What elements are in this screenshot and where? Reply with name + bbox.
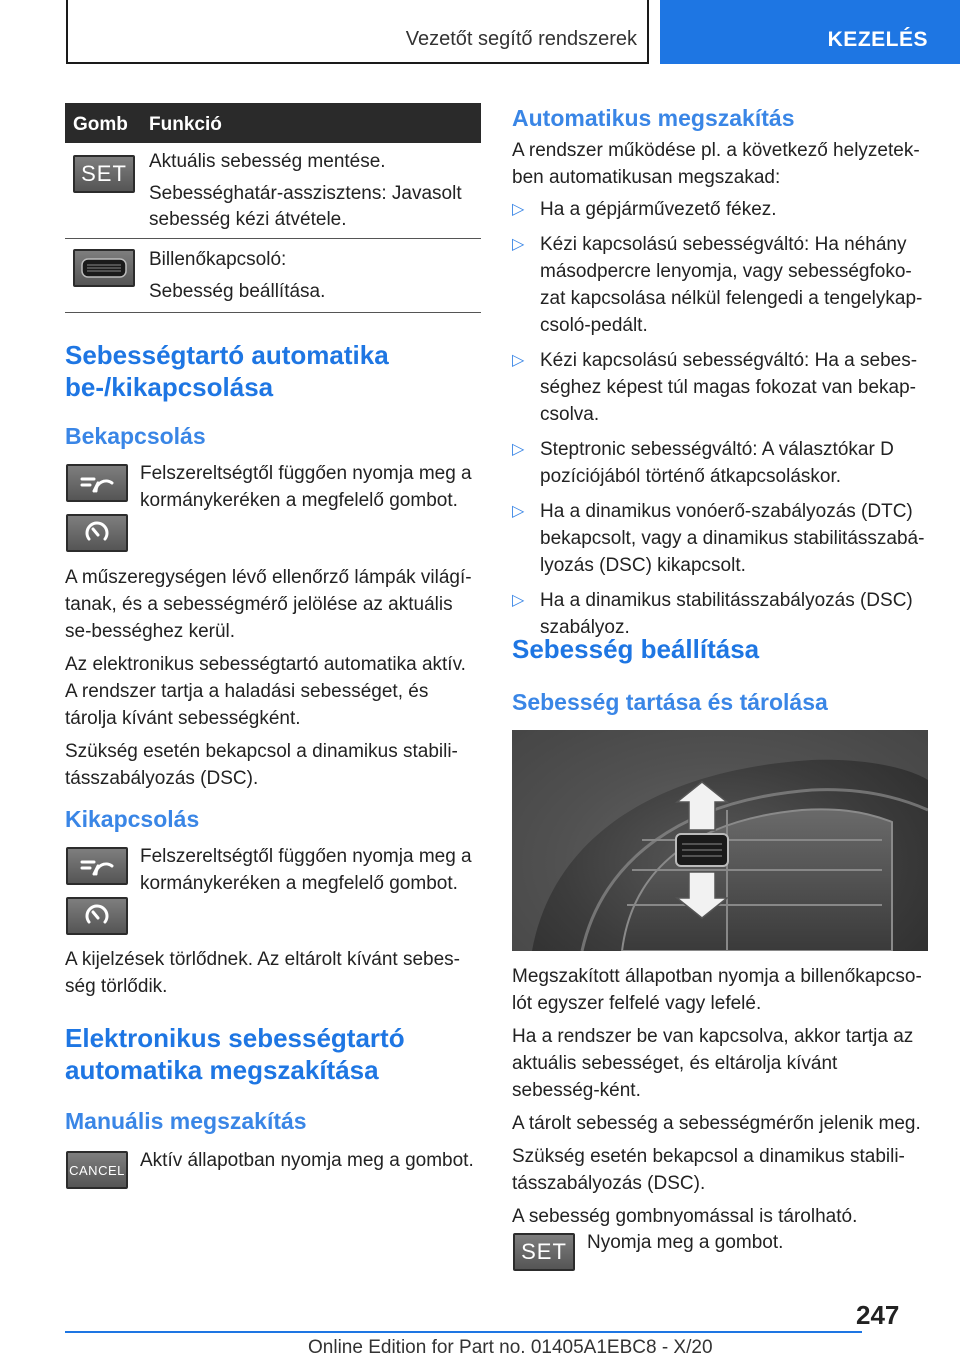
list-item: ▷ Kézi kapcsolású sebességváltó: Ha a sebes-séghez képest túl magas fokozat van bekap-csolva. [512, 347, 928, 428]
list-item: ▷ Kézi kapcsolású sebességváltó: Ha néhány másodpercre lenyomja, vagy sebességfoko-zat kapcsolása nélkül felengedi a tengelykap-csoló-pedált. [512, 231, 928, 339]
col-header-function: Funkció [149, 114, 222, 135]
heading-manual-interrupt: Manuális megszakítás [65, 1108, 307, 1134]
button-function-table [65, 103, 481, 313]
heading-switch-on: Bekapcsolás [65, 423, 206, 449]
table-row [65, 143, 481, 239]
triangle-bullet-icon: ▷ [512, 201, 525, 218]
paragraph: Megszakított állapotban nyomja a billenőkapcso-lót egyszer felfelé vagy lefelé. [512, 966, 922, 1014]
cruise-control-icon [66, 464, 128, 502]
triangle-bullet-icon: ▷ [512, 352, 525, 369]
page-number: 247 [856, 1300, 900, 1330]
list-item: ▷ Ha a gépjárművezető fékez. [512, 196, 928, 223]
footer-divider [65, 1331, 862, 1333]
heading-interrupt: Elektronikus sebességtartó automatika megszakítása [65, 1023, 405, 1085]
list-item: ▷ Steptronic sebességváltó: A választókar D pozíciójából történő átkapcsoláskor. [512, 436, 928, 490]
triangle-bullet-icon: ▷ [512, 592, 525, 609]
cruise-control-icon [66, 847, 128, 885]
list-item: ▷ Ha a dinamikus stabilitásszabályozás (DSC) szabályoz. [512, 587, 928, 641]
manual-interrupt-instruction: Aktív állapotban nyomja meg a gombot. [140, 1150, 474, 1171]
col-header-button: Gomb [73, 114, 128, 135]
chapter-tab [660, 0, 960, 64]
paragraph: A műszeregységen lévő ellenőrző lámpák világí-tanak, és a sebességmérő jelölése az aktuális se-bességhez kerül. [65, 567, 472, 642]
set-instruction: Nyomja meg a gombot. [587, 1232, 784, 1253]
heading-set-speed: Sebesség beállítása [512, 634, 760, 664]
set-button-icon: SET [513, 1233, 575, 1271]
paragraph: Az elektronikus sebességtartó automatika aktív. A rendszer tartja a haladási sebességet, és tárolja kívánt sebességként. [65, 654, 466, 729]
paragraph: Szükség esetén bekapcsol a dinamikus stabili-tásszabályozás (DSC). [65, 741, 458, 789]
table-row [65, 239, 481, 313]
heading-switch-off: Kikapcsolás [65, 806, 200, 832]
table-cell-text: Billenőkapcsoló: [149, 249, 287, 270]
running-header [66, 0, 649, 64]
speed-limiter-icon [66, 897, 128, 935]
triangle-bullet-icon: ▷ [512, 236, 525, 253]
paragraph: Ha a rendszer be van kapcsolva, akkor tartja az aktuális sebességet, és eltárolja kívánt sebesség-ként. [512, 1026, 914, 1101]
switch-off-paragraph: A kijelzések törlődnek. Az eltárolt kívánt sebes-ség törlődik. [65, 949, 460, 997]
cancel-button-icon: CANCEL [66, 1151, 128, 1189]
table-cell-text: Aktuális sebesség mentése. [149, 151, 386, 172]
set-button-icon: SET [73, 155, 135, 193]
heading-keep-store-speed: Sebesség tartása és tárolása [512, 689, 828, 715]
heading-switch-on-off: Sebességtartó automatika be-/kikapcsolása [65, 340, 389, 402]
heading-auto-interrupt: Automatikus megszakítás [512, 105, 795, 131]
list-item: ▷ Ha a dinamikus vonóerő-szabályozás (DTC) bekapcsolt, vagy a dinamikus stabilitásszabá-lyozás (DSC) kikapcsolt. [512, 498, 928, 579]
chapter-title: KEZELÉS [827, 28, 928, 51]
auto-interrupt-intro: A rendszer működése pl. a következő helyzetek-ben automatikusan megszakad: [512, 140, 920, 188]
speed-limiter-icon [66, 514, 128, 552]
triangle-bullet-icon: ▷ [512, 441, 525, 458]
rocker-switch-icon [73, 249, 135, 287]
section-title: Vezetőt segítő rendszerek [405, 28, 637, 50]
table-cell-text: Sebességhatár-asszisztens: Javasolt sebesség kézi átvétele. [149, 183, 462, 230]
paragraph: Szükség esetén bekapcsol a dinamikus stabili-tásszabályozás (DSC). [512, 1146, 905, 1194]
triangle-bullet-icon: ▷ [512, 503, 525, 520]
paragraph: A tárolt sebesség a sebességmérőn jelenik meg. [512, 1113, 921, 1134]
table-header [65, 103, 481, 143]
auto-interrupt-list [512, 196, 928, 641]
paragraph: A sebesség gombnyomással is tárolható. [512, 1206, 858, 1227]
table-cell-text: Sebesség beállítása. [149, 281, 326, 302]
edition-note: Online Edition for Part no. 01405A1EBC8 - X/20 [308, 1337, 713, 1358]
switch-on-instruction: Felszereltségtől függően nyomja meg a kormánykeréken a megfelelő gombot. [140, 463, 472, 511]
steering-wheel-controls-photo [512, 730, 928, 951]
switch-off-instruction: Felszereltségtől függően nyomja meg a kormánykeréken a megfelelő gombot. [140, 846, 472, 894]
